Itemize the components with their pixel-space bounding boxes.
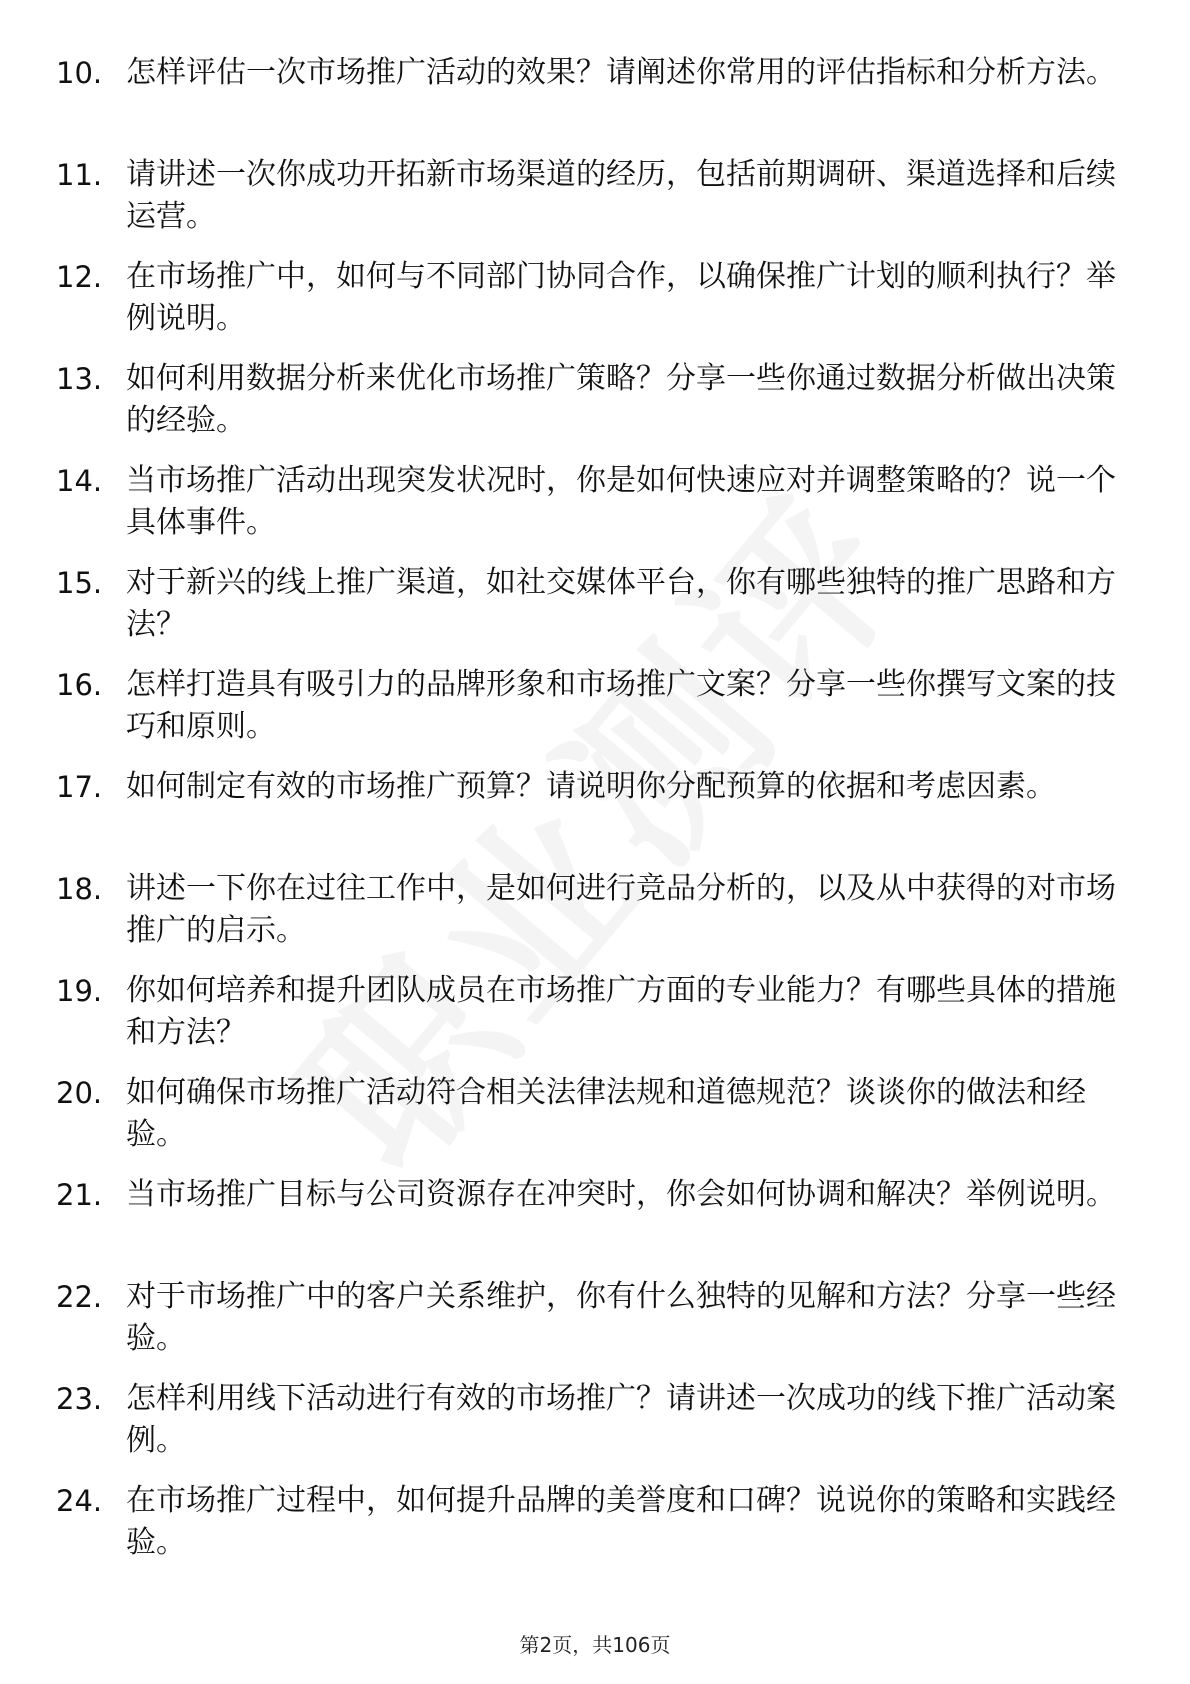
question-item xyxy=(56,1276,1136,1378)
question-number: 21. xyxy=(56,1178,103,1212)
question-number: 16. xyxy=(56,668,103,702)
page-footer: 第2页，共106页 xyxy=(519,1633,671,1657)
question-number: 22. xyxy=(56,1280,103,1314)
question-number: 10. xyxy=(56,56,103,90)
question-text: 当市场推广活动出现突发状况时，你是如何快速应对并调整策略的？说一个具体事件。 xyxy=(126,463,1116,540)
question-text: 如何确保市场推广活动符合相关法律法规和道德规范？谈谈你的做法和经验。 xyxy=(126,1075,1086,1152)
question-number: 24. xyxy=(56,1484,103,1518)
question-number: 20. xyxy=(56,1076,103,1110)
question-item xyxy=(56,1174,1136,1276)
question-number: 18. xyxy=(56,872,103,906)
question-item xyxy=(56,358,1136,460)
question-text: 怎样利用线下活动进行有效的市场推广？请讲述一次成功的线下推广活动案例。 xyxy=(126,1381,1116,1458)
question-item xyxy=(56,460,1136,562)
question-item xyxy=(56,562,1136,664)
question-item xyxy=(56,766,1136,868)
question-text: 在市场推广过程中，如何提升品牌的美誉度和口碑？说说你的策略和实践经验。 xyxy=(126,1483,1116,1560)
question-item xyxy=(56,868,1136,970)
question-item xyxy=(56,1480,1136,1582)
question-item xyxy=(56,664,1136,766)
question-item xyxy=(56,1378,1136,1480)
question-item xyxy=(56,154,1136,256)
question-text: 请讲述一次你成功开拓新市场渠道的经历，包括前期调研、渠道选择和后续运营。 xyxy=(126,157,1116,234)
question-item xyxy=(56,256,1136,358)
question-text: 当市场推广目标与公司资源存在冲突时，你会如何协调和解决？举例说明。 xyxy=(126,1177,1116,1212)
question-item xyxy=(56,1072,1136,1174)
question-text: 如何制定有效的市场推广预算？请说明你分配预算的依据和考虑因素。 xyxy=(126,769,1056,804)
question-text: 如何利用数据分析来优化市场推广策略？分享一些你通过数据分析做出决策的经验。 xyxy=(126,361,1116,438)
question-number: 19. xyxy=(56,974,103,1008)
question-number: 11. xyxy=(56,158,103,192)
question-text: 在市场推广中，如何与不同部门协同合作，以确保推广计划的顺利执行？举例说明。 xyxy=(126,259,1116,336)
question-number: 23. xyxy=(56,1382,103,1416)
question-text: 怎样打造具有吸引力的品牌形象和市场推广文案？分享一些你撰写文案的技巧和原则。 xyxy=(126,667,1116,744)
question-text: 对于新兴的线上推广渠道，如社交媒体平台，你有哪些独特的推广思路和方法？ xyxy=(126,565,1116,642)
question-item xyxy=(56,970,1136,1072)
question-text: 你如何培养和提升团队成员在市场推广方面的专业能力？有哪些具体的措施和方法？ xyxy=(126,973,1116,1050)
question-number: 15. xyxy=(56,566,103,600)
question-number: 14. xyxy=(56,464,103,498)
question-text: 讲述一下你在过往工作中，是如何进行竞品分析的，以及从中获得的对市场推广的启示。 xyxy=(126,871,1116,948)
question-number: 12. xyxy=(56,260,103,294)
question-item xyxy=(56,52,1136,154)
question-list xyxy=(56,52,1136,1582)
question-number: 13. xyxy=(56,362,103,396)
question-text: 对于市场推广中的客户关系维护，你有什么独特的见解和方法？分享一些经验。 xyxy=(126,1279,1116,1356)
question-number: 17. xyxy=(56,770,103,804)
question-text: 怎样评估一次市场推广活动的效果？请阐述你常用的评估指标和分析方法。 xyxy=(126,55,1116,90)
